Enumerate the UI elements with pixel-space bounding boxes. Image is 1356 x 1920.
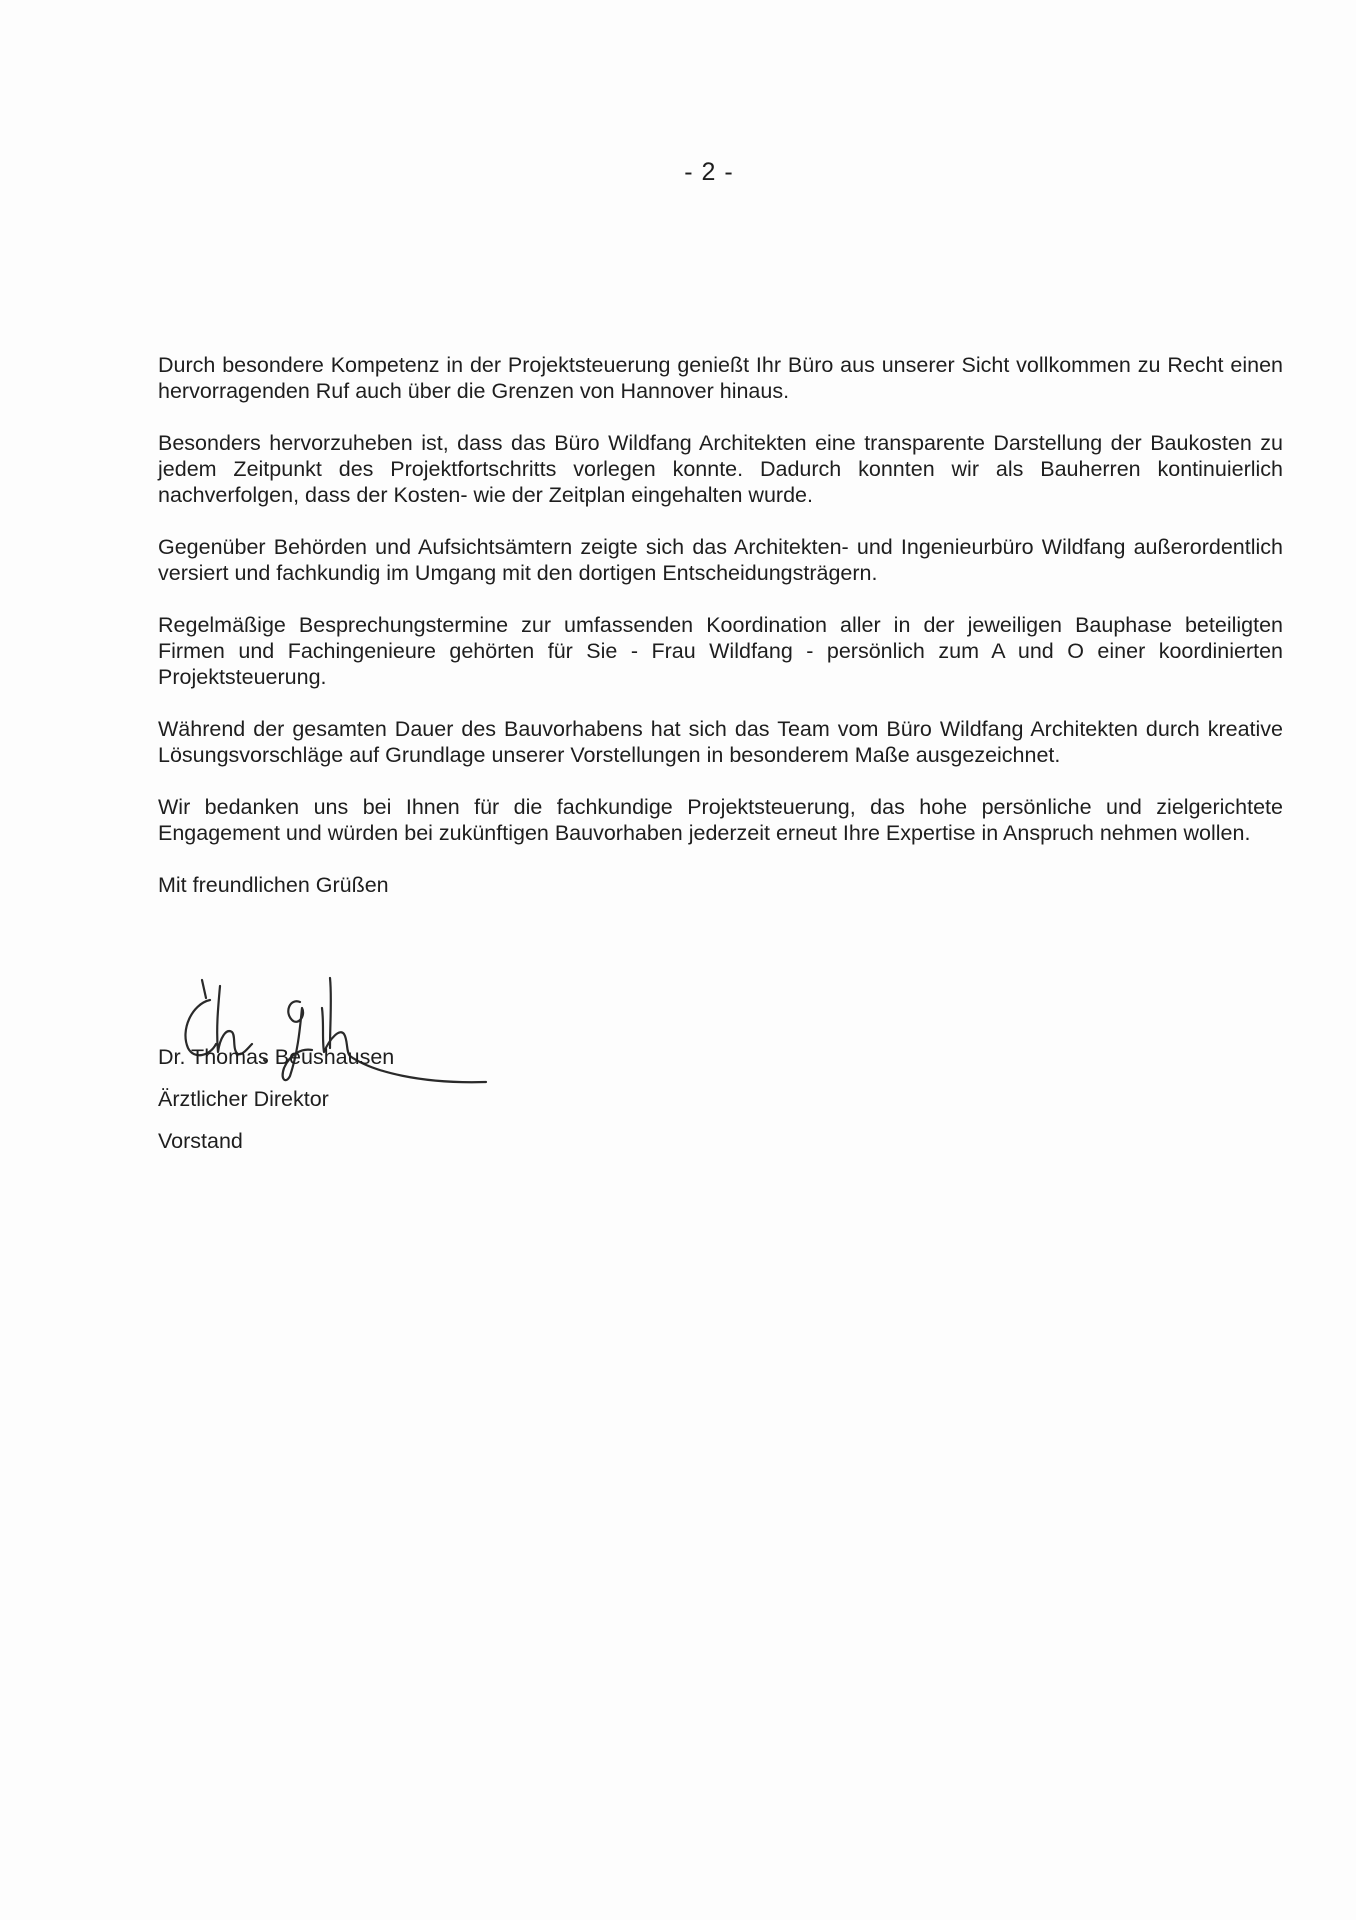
paragraph-authorities: Gegenüber Behörden und Aufsichtsämtern zeigte sich das Architekten- und Ingenieurbüro Wildfang außerordentlich versiert und fachkundig im Umgang mit den dortigen Entscheidungsträgern. — [158, 535, 1283, 585]
letter-body — [158, 352, 1283, 924]
page-number: - 2 - — [684, 158, 734, 186]
handwritten-signature — [172, 968, 502, 1088]
paragraph-team: Während der gesamten Dauer des Bauvorhabens hat sich das Team vom Büro Wildfang Architekten durch kreative Lösungsvorschläge auf Grundlage unserer Vorstellungen in besonderem Maße ausgezeichnet. — [158, 717, 1283, 767]
paragraph-cost-transparency: Besonders hervorzuheben ist, dass das Büro Wildfang Architekten eine transparente Darstellung der Baukosten zu jedem Zeitpunkt des Projektfortschritts vorlegen konnte. Dadurch konnten wir als Bauherren kontinuierlich nachverfolgen, dass der Kosten- wie der Zeitplan eingehalten wurde. — [158, 431, 1283, 507]
signer-name: Dr. Thomas Beushausen — [158, 1045, 395, 1069]
signer-title: Ärztlicher Direktor — [158, 1087, 329, 1111]
paragraph-thanks: Wir bedanken uns bei Ihnen für die fachkundige Projektsteuerung, das hohe persönliche und zielgerichtete Engagement und würden bei zukünftigen Bauvorhaben jederzeit erneut Ihre Expertise in Anspruch nehmen wollen. — [158, 795, 1283, 845]
paragraph-meetings: Regelmäßige Besprechungstermine zur umfassenden Koordination aller in der jeweiligen Bauphase beteiligten Firmen und Fachingenieure gehörten für Sie - Frau Wildfang - persönlich zum A und O einer koordinierten Projektsteuerung. — [158, 613, 1283, 689]
signer-role: Vorstand — [158, 1129, 243, 1153]
paragraph-competence: Durch besondere Kompetenz in der Projektsteuerung genießt Ihr Büro aus unserer Sicht vollkommen zu Recht einen hervorragenden Ruf auch über die Grenzen von Hannover hinaus. — [158, 353, 1283, 403]
closing-salutation: Mit freundlichen Grüßen — [158, 873, 389, 897]
